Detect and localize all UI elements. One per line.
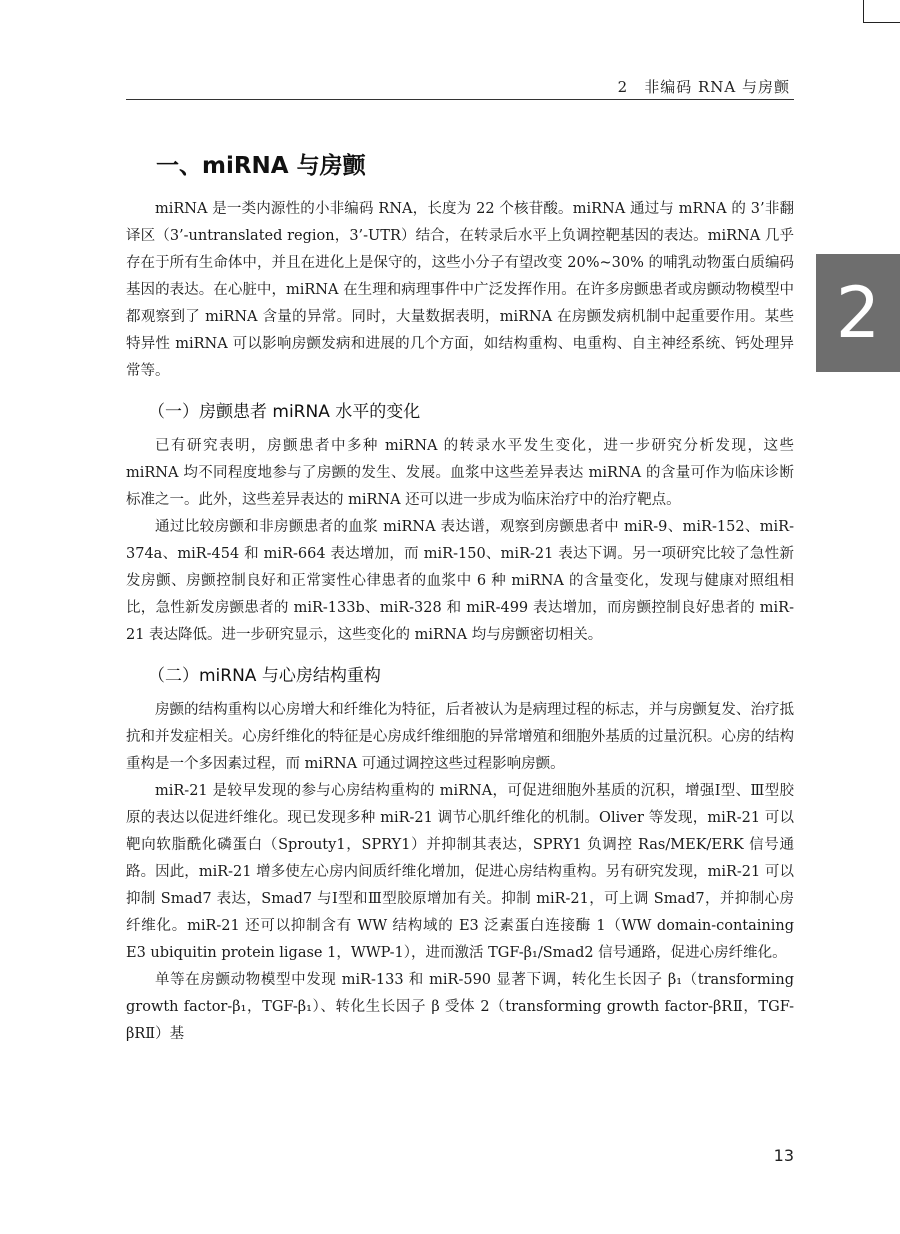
body-content	[126, 196, 794, 1048]
subsection-title-1: （一）房颤患者 miRNA 水平的变化	[148, 402, 421, 422]
running-header: 2 非编码 RNA 与房颤	[617, 78, 790, 96]
page-number: 13	[773, 1146, 794, 1165]
subsection-title-2: （二）miRNA 与心房结构重构	[148, 666, 381, 686]
paragraph: 通过比较房颤和非房颤患者的血浆 miRNA 表达谱，观察到房颤患者中 miR-9、miR-152、miR-374a、miR-454 和 miR-664 表达增加，而 miR-150、miR-21 表达下调。另一项研究比较了急性新发房颤、房颤控制良好和正常窦性心律患者的血浆中 6 种 miRNA 的含量变化，发现与健康对照组相比，急性新发房颤患者的 miR-133b、miR-328 和 miR-499 表达增加，而房颤控制良好患者的 miR-21 表达降低。进一步研究显示，这些变化的 miRNA 均与房颤密切相关。	[126, 519, 794, 643]
section-title: 一、miRNA 与房颤	[156, 153, 366, 179]
paragraph: 已有研究表明，房颤患者中多种 miRNA 的转录水平发生变化，进一步研究分析发现，这些 miRNA 均不同程度地参与了房颤的发生、发展。血浆中这些差异表达 miRNA 的含量可作为临床诊断标准之一。此外，这些差异表达的 miRNA 还可以进一步成为临床治疗中的治疗靶点。	[126, 438, 794, 508]
paragraph: 房颤的结构重构以心房增大和纤维化为特征，后者被认为是病理过程的标志，并与房颤复发、治疗抵抗和并发症相关。心房纤维化的特征是心房成纤维细胞的异常增殖和细胞外基质的过量沉积。心房的结构重构是一个多因素过程，而 miRNA 可通过调控这些过程影响房颤。	[126, 702, 794, 772]
paragraph: miR-21 是较早发现的参与心房结构重构的 miRNA，可促进细胞外基质的沉积，增强Ⅰ型、Ⅲ型胶原的表达以促进纤维化。现已发现多种 miR-21 调节心肌纤维化的机制。Oliver 等发现，miR-21 可以靶向软脂酰化磷蛋白（Sprouty1，SPRY1）并抑制其表达，SPRY1 负调控 Ras/MEK/ERK 信号通路。因此，miR-21 增多使左心房内间质纤维化增加，促进心房结构重构。另有研究发现，miR-21 可以抑制 Smad7 表达，Smad7 与Ⅰ型和Ⅲ型胶原增加有关。抑制 miR-21，可上调 Smad7，并抑制心房纤维化。miR-21 还可以抑制含有 WW 结构域的 E3 泛素蛋白连接酶 1（WW domain-containing E3 ubiquitin protein ligase 1，WWP-1），进而激活 TGF-β₁/Smad2 信号通路，促进心房纤维化。	[126, 783, 794, 961]
intro-paragraph: miRNA 是一类内源性的小非编码 RNA，长度为 22 个核苷酸。miRNA 通过与 mRNA 的 3’非翻译区（3’-untranslated region，3’-UTR）结合，在转录后水平上负调控靶基因的表达。miRNA 几乎存在于所有生命体中，并且在进化上是保守的，这些小分子有望改变 20%~30% 的哺乳动物蛋白质编码基因的表达。在心脏中，miRNA 在生理和病理事件中广泛发挥作用。在许多房颤患者或房颤动物模型中都观察到了 miRNA 含量的异常。同时，大量数据表明，miRNA 在房颤发病机制中起重要作用。某些特异性 miRNA 可以影响房颤发病和进展的几个方面，如结构重构、电重构、自主神经系统、钙处理异常等。	[126, 201, 794, 379]
chapter-tab: 2	[816, 254, 900, 372]
crop-mark	[863, 0, 900, 23]
header-rule	[126, 99, 794, 100]
paragraph: 单等在房颤动物模型中发现 miR-133 和 miR-590 显著下调，转化生长因子 β₁（transforming growth factor-β₁，TGF-β₁）、转化生长因子 β 受体 2（transforming growth factor-βRⅡ，TGF-βRⅡ）基	[126, 972, 794, 1042]
